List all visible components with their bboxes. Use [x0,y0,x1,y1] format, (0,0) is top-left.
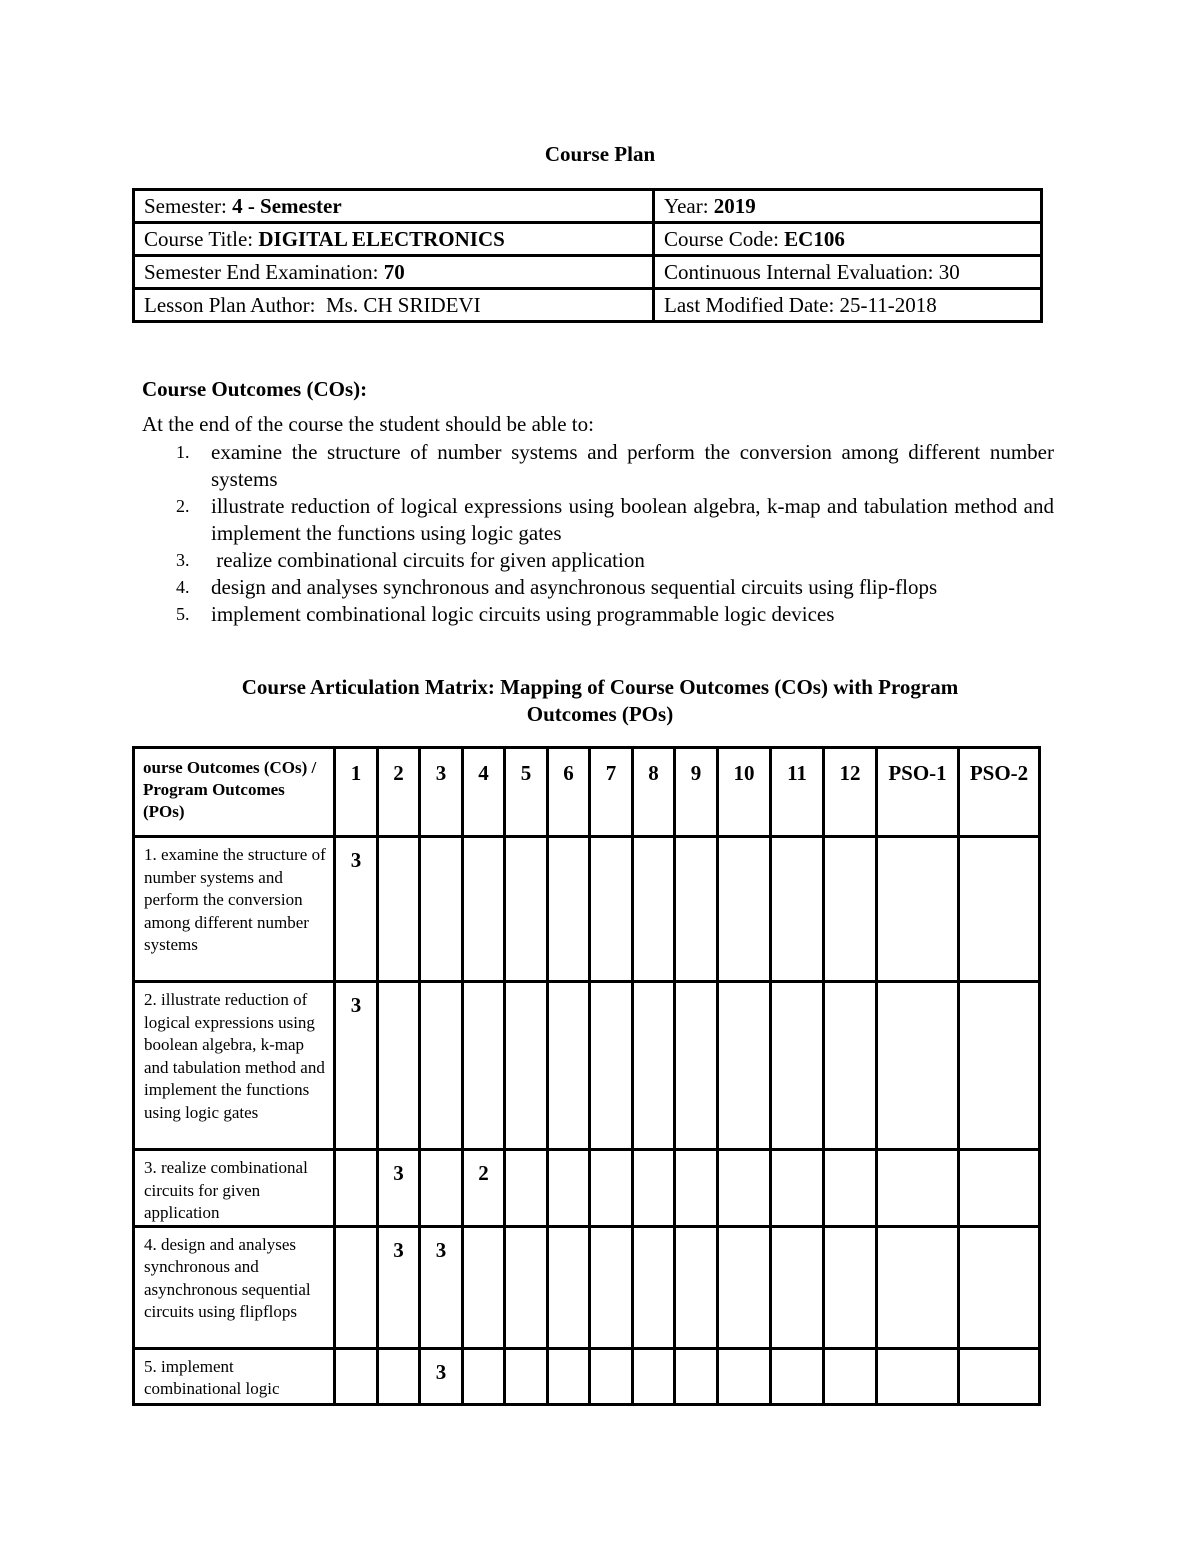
item-text: implement combinational logic circuits using programmable logic devices [211,602,835,626]
item-number: 4. [176,577,190,597]
table-row [134,1226,1040,1348]
column-header-cell: PSO-1 [877,748,959,837]
item-number: 5. [176,604,190,624]
mapping-cell: 3 [420,1348,463,1404]
row-label-cell: 4. design and analyses synchronous and asynchronous sequential circuits using flipflops [134,1226,335,1348]
mapping-cell [959,837,1040,982]
mapping-cell [771,1348,824,1404]
mapping-cell [824,1226,877,1348]
mapping-cell [335,1226,378,1348]
matrix-heading-line: Course Articulation Matrix: Mapping of Course Outcomes (COs) with Program [241,675,959,699]
mapping-cell [824,1348,877,1404]
matrix-body [134,748,1040,1405]
mapping-cell [505,1226,548,1348]
column-header-cell: 6 [548,748,590,837]
row-label-cell: 1. examine the structure of number systems and perform the conversion among different number systems [134,837,335,982]
mapping-cell [877,1348,959,1404]
mapping-cell [824,837,877,982]
see-label: Semester End Examination: [144,259,384,284]
semester-value: 4 - Semester [232,193,342,218]
column-header-cell: 8 [633,748,675,837]
year-cell [654,190,1042,223]
mapping-cell [633,1150,675,1227]
mapping-cell [877,1226,959,1348]
row-label-cell: 5. implement combinational logic [134,1348,335,1404]
mapping-cell [548,1348,590,1404]
mapping-cell [463,1226,505,1348]
mapping-cell [463,1348,505,1404]
mapping-cell [959,1150,1040,1227]
column-header-cell: 3 [420,748,463,837]
mapping-cell [378,1348,420,1404]
articulation-matrix-table [132,746,1041,1406]
mapping-cell [718,1150,771,1227]
matrix-header-row [134,748,1040,837]
mapping-cell: 3 [378,1150,420,1227]
column-header-cell: 7 [590,748,633,837]
mapping-cell [590,1348,633,1404]
mapping-cell [335,1150,378,1227]
semester-label: Semester: [144,193,233,218]
mapping-cell [590,982,633,1150]
corner-header-cell: ourse Outcomes (COs) / Program Outcomes (POs) [134,748,335,837]
mapping-cell [718,982,771,1150]
mapping-cell [590,1150,633,1227]
column-header-cell: 5 [505,748,548,837]
mapping-cell: 3 [335,982,378,1150]
mapping-cell [771,1226,824,1348]
mapping-cell [675,1226,718,1348]
course-outcomes-intro: At the end of the course the student should be able to: [142,412,594,436]
course-code-value: EC106 [784,226,845,251]
list-item [142,547,1054,574]
see-value: 70 [383,259,405,284]
course-code-cell [654,223,1042,256]
mapping-cell [771,982,824,1150]
mapping-cell [633,982,675,1150]
mapping-cell: 3 [378,1226,420,1348]
mapping-cell [590,1226,633,1348]
mapping-cell [505,837,548,982]
author-cell: Lesson Plan Author: Ms. CH SRIDEVI [134,289,654,322]
mapping-cell [675,837,718,982]
mapping-cell [633,837,675,982]
course-code-label: Course Code: [664,226,785,251]
list-item [142,601,1054,628]
mapping-cell [824,982,877,1150]
mapping-cell [548,837,590,982]
matrix-heading [150,674,1050,728]
mapping-cell [378,837,420,982]
course-outcomes-list [142,439,1054,628]
table-row [134,1348,1040,1404]
column-header-cell: 2 [378,748,420,837]
semester-cell [134,190,654,223]
item-text: realize combinational circuits for given application [211,548,645,572]
mapping-cell [335,1348,378,1404]
page-title: Course Plan [544,142,656,166]
mapping-cell [959,1348,1040,1404]
mapping-cell: 3 [335,837,378,982]
mapping-cell [548,1226,590,1348]
mapping-cell [420,982,463,1150]
see-cell [134,256,654,289]
mapping-cell [877,982,959,1150]
item-number: 1. [176,442,190,462]
info-row [134,190,1042,223]
mapping-cell [718,1226,771,1348]
year-label: Year: [664,193,714,218]
table-row [134,1150,1040,1227]
table-row [134,837,1040,982]
mapping-cell [420,837,463,982]
cie-cell: Continuous Internal Evaluation: 30 [654,256,1042,289]
mapping-cell [675,982,718,1150]
mapping-cell: 2 [463,1150,505,1227]
mapping-cell [378,982,420,1150]
modified-date-cell: Last Modified Date: 25-11-2018 [654,289,1042,322]
mapping-cell: 3 [420,1226,463,1348]
item-number: 3. [176,550,190,570]
mapping-cell [420,1150,463,1227]
column-header-cell: 9 [675,748,718,837]
mapping-cell [718,1348,771,1404]
list-item [142,493,1054,547]
mapping-cell [771,837,824,982]
mapping-cell [548,1150,590,1227]
mapping-cell [824,1150,877,1227]
info-row [134,256,1042,289]
mapping-cell [877,837,959,982]
info-row [134,223,1042,256]
column-header-cell: 11 [771,748,824,837]
item-text: illustrate reduction of logical expressions using boolean algebra, k-map and tabulation method and implement the functions using logic gates [211,494,1054,545]
mapping-cell [505,982,548,1150]
mapping-cell [877,1150,959,1227]
mapping-cell [675,1348,718,1404]
mapping-cell [633,1348,675,1404]
mapping-cell [959,1226,1040,1348]
mapping-cell [505,1348,548,1404]
row-label-cell: 2. illustrate reduction of logical expressions using boolean algebra, k-map and tabulation method and implement the functions using logic gates [134,982,335,1150]
row-label-cell: 3. realize combinational circuits for given application [134,1150,335,1227]
mapping-cell [590,837,633,982]
mapping-cell [463,982,505,1150]
mapping-cell [959,982,1040,1150]
course-title-label: Course Title: [144,226,259,251]
item-text: design and analyses synchronous and asynchronous sequential circuits using flip-flops [211,575,938,599]
course-title-value: DIGITAL ELECTRONICS [258,226,505,251]
course-info-table [132,188,1043,323]
mapping-cell [633,1226,675,1348]
item-number: 2. [176,496,190,516]
mapping-cell [771,1150,824,1227]
list-item [142,439,1054,493]
column-header-cell: 12 [824,748,877,837]
year-value: 2019 [713,193,756,218]
mapping-cell [548,982,590,1150]
mapping-cell [505,1150,548,1227]
matrix-heading-line: Outcomes (POs) [526,702,674,726]
item-text: examine the structure of number systems and perform the conversion among different number systems [211,440,1054,491]
table-row [134,982,1040,1150]
list-item [142,574,1054,601]
column-header-cell: PSO-2 [959,748,1040,837]
info-row [134,289,1042,322]
column-header-cell: 4 [463,748,505,837]
mapping-cell [463,837,505,982]
mapping-cell [718,837,771,982]
column-header-cell: 1 [335,748,378,837]
mapping-cell [675,1150,718,1227]
course-title-cell [134,223,654,256]
column-header-cell: 10 [718,748,771,837]
course-outcomes-heading: Course Outcomes (COs): [142,377,368,401]
